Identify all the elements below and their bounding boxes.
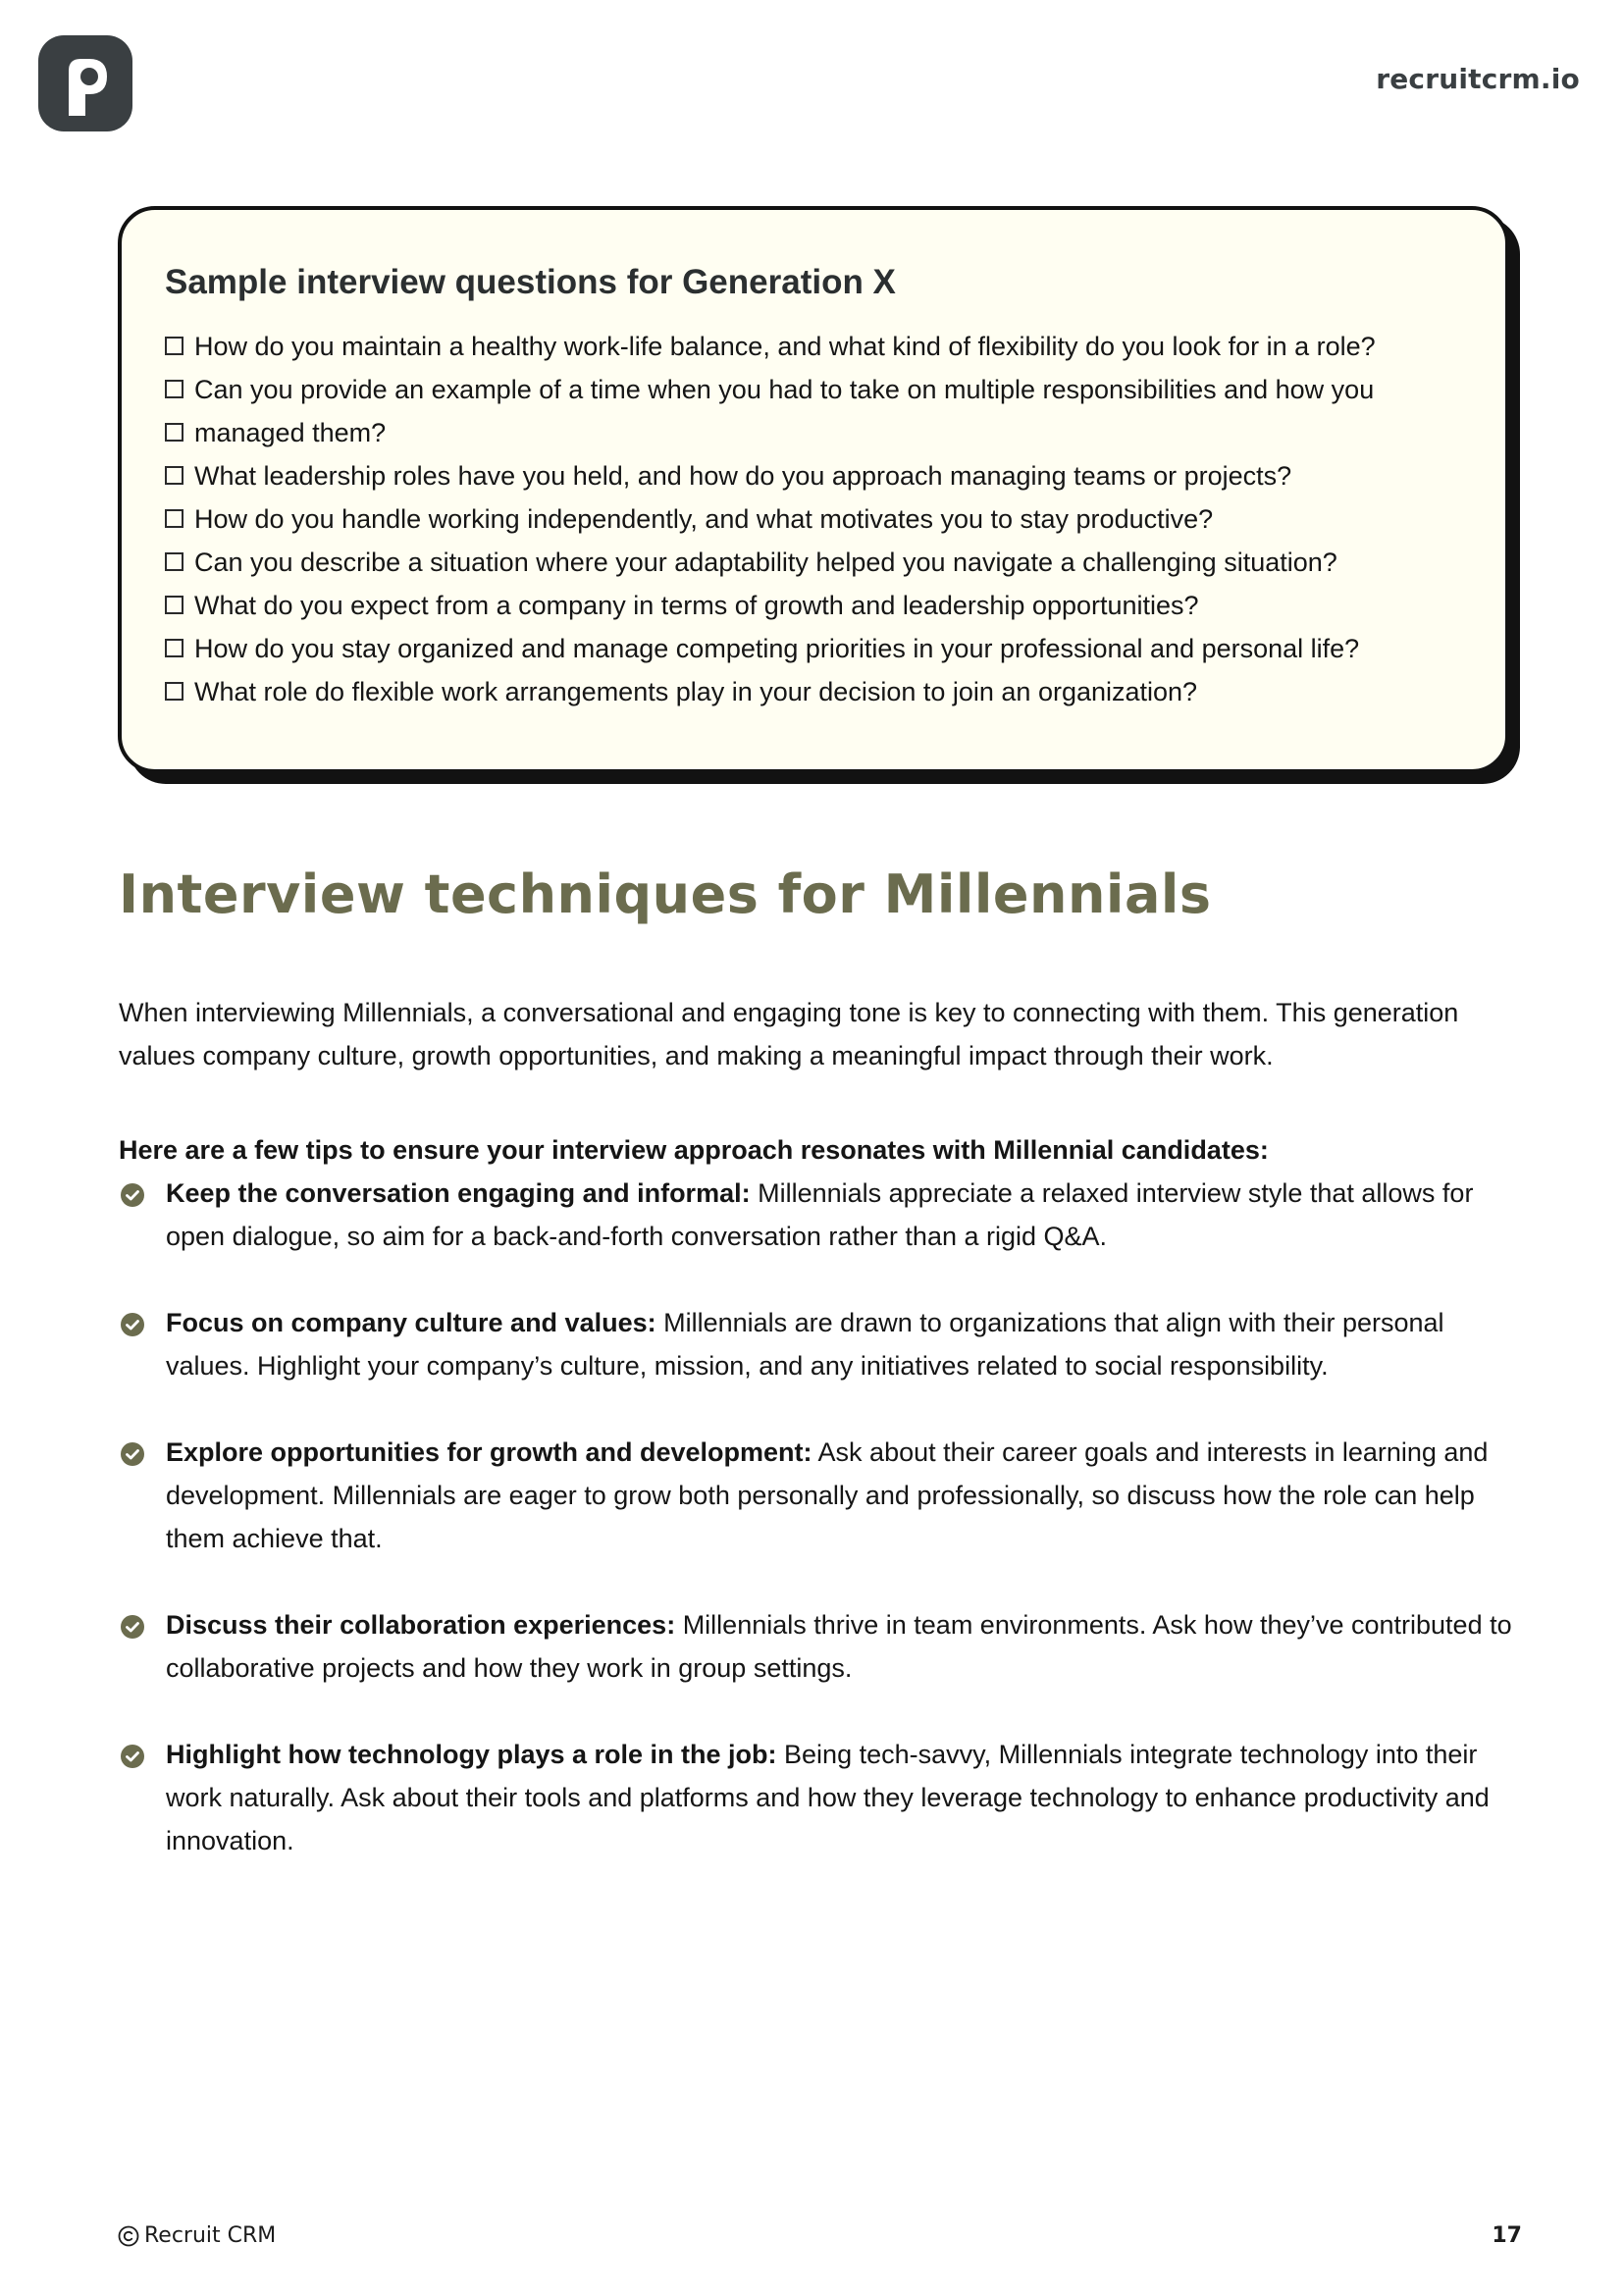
section-intro: When interviewing Millennials, a conversational and engaging tone is key to connecting with them. This generation values company culture, growth opportunities, and making a meaningful impact through their work. [119,998,1459,1070]
question-text: What leadership roles have you held, and how do you approach managing teams or projects? [194,461,1292,491]
copyright-icon [118,2225,139,2247]
question-text: Can you describe a situation where your adaptability helped you navigate a challenging situation? [194,548,1337,577]
question-item [165,541,1466,584]
checkbox-icon [165,552,183,571]
brand-url: recruitcrm.io [1376,63,1580,95]
tip-text: Millennials are drawn to organizations that align with their personal values. Highlight your company’s culture, mission, and any initiatives related to social responsibility. [166,1308,1444,1381]
checkbox-icon [165,639,183,657]
question-text: What do you expect from a company in terms of growth and leadership opportunities? [194,591,1199,620]
check-circle-icon [121,1745,144,1768]
question-item [165,325,1466,368]
tip-item [119,1603,1512,1690]
question-text: How do you stay organized and manage competing priorities in your professional and personal life? [194,634,1360,663]
tips-lead: Here are a few tips to ensure your interview approach resonates with Millennial candidates: [119,1135,1269,1165]
tip-heading: Highlight how technology plays a role in the job: [166,1740,777,1769]
question-text: How do you handle working independently, and what motivates you to stay productive? [194,504,1214,534]
gen-x-questions-card [118,206,1509,773]
tip-item [119,1431,1512,1560]
question-item [165,584,1466,627]
check-circle-icon [121,1442,144,1466]
checkbox-icon [165,423,183,442]
tip-heading: Discuss their collaboration experiences: [166,1610,676,1640]
checkbox-icon [165,337,183,355]
recruitcrm-logo-icon [38,35,132,131]
tip-text: Millennials thrive in team environments. Ask how they’ve contributed to collaborative projects and how they work in group settings. [166,1610,1512,1683]
tip-item [119,1172,1512,1258]
tip-heading: Explore opportunities for growth and development: [166,1437,812,1467]
copyright-text: Recruit CRM [144,2223,277,2248]
checkbox-icon [165,682,183,701]
checkbox-icon [165,596,183,614]
section-title: Interview techniques for Millennials [119,863,1212,925]
checkbox-icon [165,380,183,398]
question-item [165,411,1466,454]
question-text: How do you maintain a healthy work-life balance, and what kind of flexibility do you look for in a role? [194,332,1376,361]
check-circle-icon [121,1313,144,1336]
footer-copyright [118,2223,276,2248]
tip-item [119,1733,1512,1862]
question-text: Can you provide an example of a time when you had to take on multiple responsibilities and how you [194,375,1375,404]
tip-text: Ask about their career goals and interests in learning and development. Millennials are eager to grow both personally and professionally, so discuss how the role can help them achieve that. [166,1437,1489,1553]
question-text: managed them? [194,418,387,447]
question-item [165,368,1466,411]
tip-heading: Keep the conversation engaging and informal: [166,1178,751,1208]
question-item [165,497,1466,541]
tips-list [119,1172,1512,1905]
card-title: Sample interview questions for Generation X [165,263,896,301]
tip-text: Millennials appreciate a relaxed interview style that allows for open dialogue, so aim for a back-and-forth conversation rather than a rigid Q&A. [166,1178,1474,1251]
check-circle-icon [121,1183,144,1207]
question-item [165,670,1466,713]
question-text: What role do flexible work arrangements play in your decision to join an organization? [194,677,1198,706]
question-list [165,325,1466,713]
tip-text: Being tech-savvy, Millennials integrate technology into their work naturally. Ask about their tools and platforms and how they leverage technology to enhance productivity and innovation. [166,1740,1490,1855]
checkbox-icon [165,509,183,528]
tip-heading: Focus on company culture and values: [166,1308,656,1337]
tip-item [119,1301,1512,1387]
question-item [165,627,1466,670]
check-circle-icon [121,1615,144,1639]
checkbox-icon [165,466,183,485]
question-item [165,454,1466,497]
page-number: 17 [1492,2223,1522,2248]
